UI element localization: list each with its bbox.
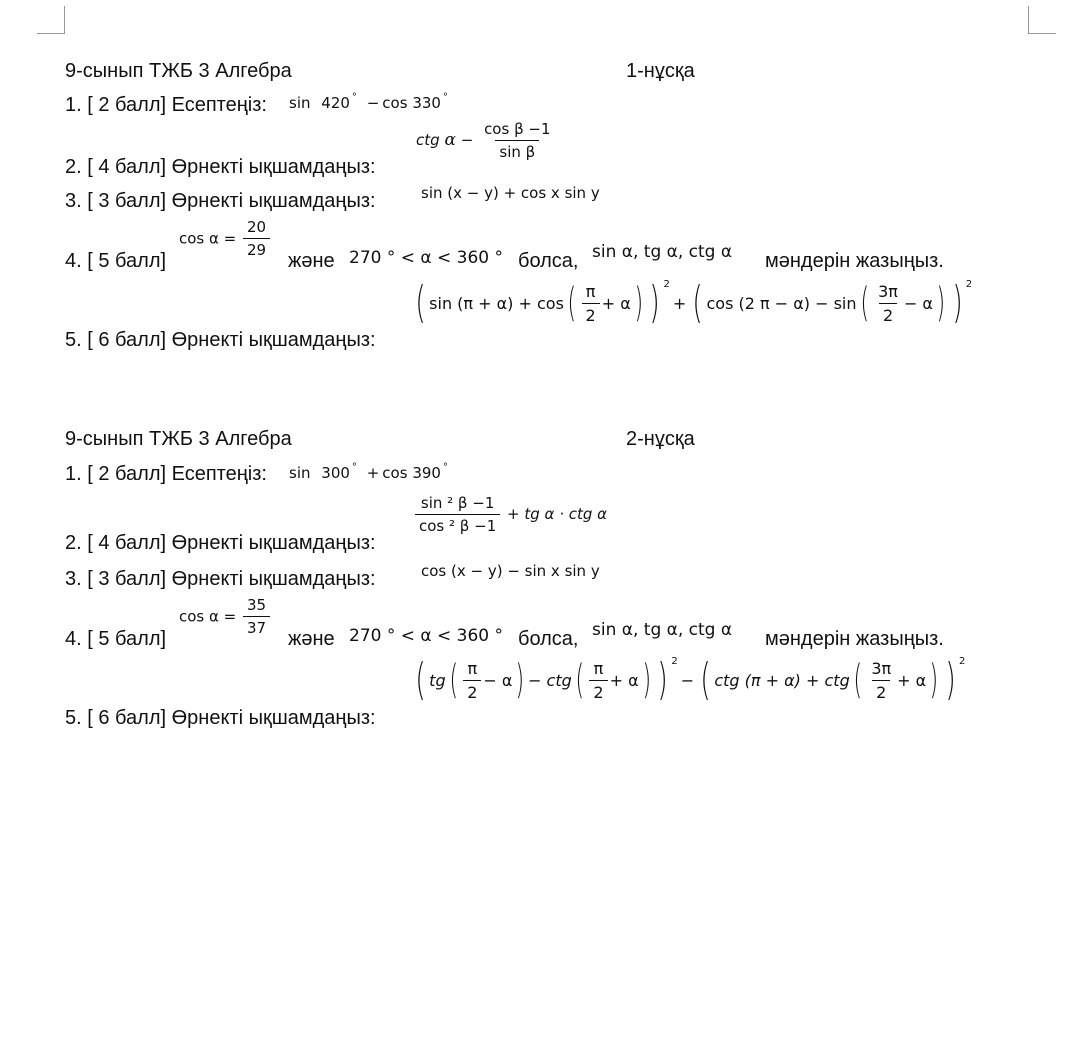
v1-question-1-text: 1. [ 2 балл] Есептеңіз: — [65, 94, 267, 116]
v1-q2-fraction: $\frac{\text{cos β −1}}{\text{sin β}}$ — [484, 120, 551, 161]
v2-q4-range: 270 ° < α < 360 ° — [349, 626, 504, 646]
v2-question-2-text: 2. [ 4 балл] Өрнекті ықшамдаңыз: — [65, 532, 376, 554]
variant-2-label: 2-нұсқа — [626, 428, 695, 450]
v1-q4-tail: мәндерін жазыңыз. — [765, 250, 944, 272]
v1-question-2-text: 2. [ 4 балл] Өрнекті ықшамдаңыз: — [65, 156, 376, 178]
v2-question-1-expression: sin 300 ° + cos 390 ° — [289, 462, 448, 482]
v1-q4-range: 270 ° < α < 360 ° — [349, 248, 504, 268]
v2-q4-and: және — [288, 628, 335, 650]
v2-question-2-expression: $\frac{\text{sin ² β −1}}{\text{cos ² β −1}}$ + tg α · ctg α — [413, 494, 607, 535]
v1-question-5-expression: ( sin (π + α) + cos ( $\frac{\pi}{2}$ + α ) ) 2 + ( cos (2 π − α) − sin ( $\frac{3\pi}{2}$ − α ) ) 2 — [415, 277, 973, 328]
v1-question-4-condition: cos α = $\frac{20}{29}$ — [179, 218, 272, 259]
v2-q4-functions: sin α, tg α, ctg α — [592, 620, 733, 640]
v1-question-4-text: 4. [ 5 балл] — [65, 250, 167, 272]
v2-question-5-text: 5. [ 6 балл] Өрнекті ықшамдаңыз: — [65, 707, 376, 729]
v2-question-1-text: 1. [ 2 балл] Есептеңіз: — [65, 463, 267, 485]
v2-question-4-text: 4. [ 5 балл] — [65, 628, 167, 650]
v1-q4-functions: sin α, tg α, ctg α — [592, 242, 733, 262]
v2-q4-if: болса, — [518, 628, 579, 650]
v2-question-3-text: 3. [ 3 балл] Өрнекті ықшамдаңыз: — [65, 568, 376, 590]
v2-question-5-expression: ( tg ( $\frac{\pi}{2}$ − α ) − ctg ( $\frac{\pi}{2}$ + α ) ) 2 − ( ctg (π + α) + ctg ( $\frac{3\pi}{2}$ + α ) ) 2 — [415, 654, 966, 705]
v2-question-4-condition: cos α = $\frac{35}{37}$ — [179, 596, 272, 637]
v1-question-3-expression: sin (x − y) + cos x sin y — [421, 184, 600, 202]
v2-q2-fraction: $\frac{\text{sin ² β −1}}{\text{cos ² β −1}}$ — [415, 494, 500, 535]
variant-1-title: 9-сынып ТЖБ 3 Алгебра — [65, 60, 292, 82]
v1-question-5-text: 5. [ 6 балл] Өрнекті ықшамдаңыз: — [65, 329, 376, 351]
v2-q4-tail: мәндерін жазыңыз. — [765, 628, 944, 650]
v1-question-2-expression: ctg α − $\frac{\text{cos β −1}}{\text{sin β}}$ — [416, 120, 557, 161]
v2-question-3-expression: cos (x − y) − sin x sin y — [421, 562, 600, 580]
variant-2-title: 9-сынып ТЖБ 3 Алгебра — [65, 428, 292, 450]
v1-q4-and: және — [288, 250, 335, 272]
v1-question-3-text: 3. [ 3 балл] Өрнекті ықшамдаңыз: — [65, 190, 376, 212]
v1-question-1-expression: sin 420 ° − cos 330 ° — [289, 92, 448, 112]
v1-q4-if: болса, — [518, 250, 579, 272]
variant-1-label: 1-нұсқа — [626, 60, 695, 82]
